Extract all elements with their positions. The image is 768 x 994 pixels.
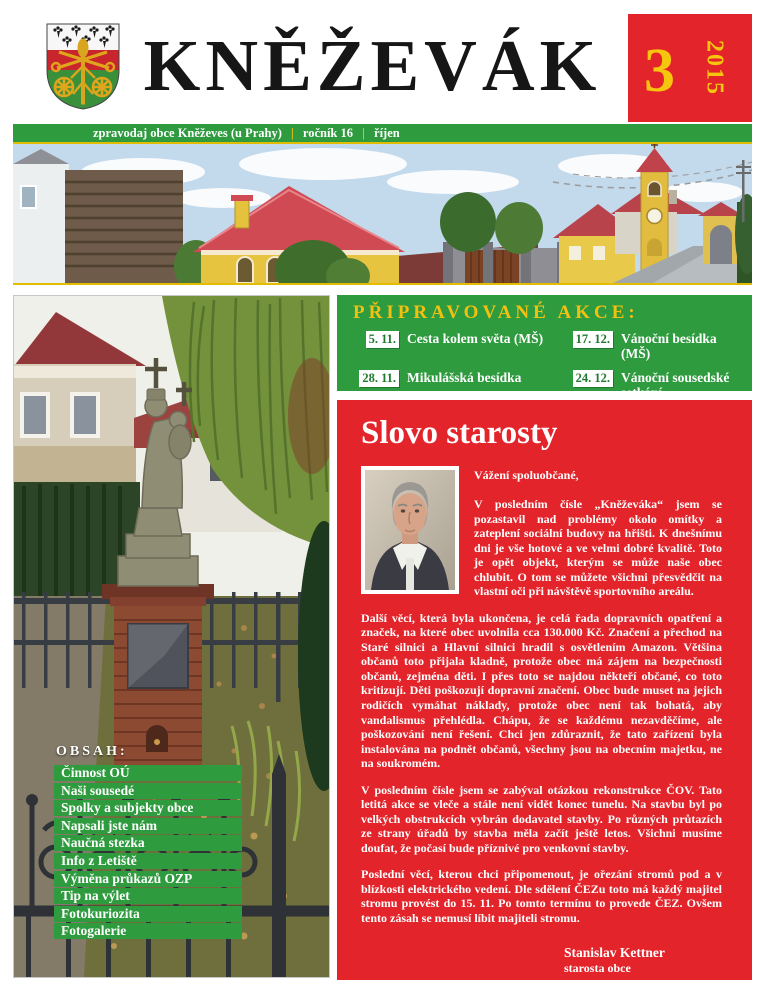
article-paragraph: V posledním čísle jsem se zabýval otázkou rekonstrukce ČOV. Tato letitá akce se vleče a stále není vidět konec tunelu. Na stavbu byl po velkých obstrukcích vybrán dodavatel stavby. Po různých průtazích ze strany úřadů by stavba měla začít ještě letos. Všichni musíme doufat, že počasí bude příznivé pro venkovní stavby. — [361, 782, 722, 855]
toc-item: Spolky a subjekty obce — [54, 800, 242, 816]
newsletter-title: KNĚŽEVÁK — [143, 25, 602, 106]
toc-item: Tip na výlet — [54, 888, 242, 904]
event-label: Cesta kolem světa (MŠ) — [407, 331, 544, 346]
event-item — [353, 370, 563, 401]
events-box — [337, 295, 752, 400]
event-date-wrap — [567, 331, 613, 348]
gold-divider-line — [13, 283, 752, 285]
coat-of-arms-icon — [43, 22, 123, 112]
events-grid — [353, 331, 740, 400]
event-label: Vánoční sousedské setkání — [621, 369, 730, 400]
event-date-wrap — [353, 331, 399, 348]
mayor-article-box — [337, 400, 752, 980]
article-paragraph: Poslední věcí, kterou chci připomenout, je ořezání stromů pod a v blízkosti elektrického vedení. Dle sdělení ČEZu toto má každý majitel stromu provést do 15. 11. Po tomto termínu to provede ČEZ. Ovšem tento zásah se nemusí líbit majiteli stromu. — [361, 867, 722, 925]
event-date-badge: 17. 12. — [573, 331, 613, 348]
toc-item: Činnost OÚ — [54, 765, 242, 781]
subtitle-bar — [13, 124, 752, 142]
toc-item: Fotokuriozita — [54, 906, 242, 922]
article-title: Slovo starosty — [361, 415, 558, 451]
toc-item: Fotogalerie — [54, 923, 242, 939]
article-lead-text — [474, 466, 722, 599]
masthead — [13, 14, 752, 122]
toc-item: Napsali jste nám — [54, 818, 242, 834]
toc-item: Výměna průkazů OZP — [54, 871, 242, 887]
table-of-contents — [54, 765, 242, 941]
toc-item: Naučná stezka — [54, 835, 242, 851]
subtitle-part-2: ročník 16 — [302, 126, 353, 140]
event-date-badge: 24. 12. — [573, 370, 613, 387]
event-label: Vánoční besídka (MŠ) — [621, 331, 717, 361]
subtitle-separator: | — [362, 126, 365, 140]
events-heading: PŘIPRAVOVANÉ AKCE: — [353, 302, 639, 323]
article-lead — [361, 466, 722, 599]
signature-role: starosta obce — [564, 961, 631, 976]
event-date-badge: 28. 11. — [359, 370, 399, 387]
toc-item: Naši sousedé — [54, 783, 242, 799]
event-date-wrap — [567, 370, 613, 387]
article-paragraph: V posledním čísle „Kněževáka“ jsem se pozastavil nad problémy okolo omítky a zateplení sociální budovy na hřišti. K dnešnímu dni je vše hotové a ve velmi dobré kvalitě. Toto je opět objekt, kterým se může naše obec chlubit. O tom se můžete všichni přesvědčit na vlastní oči při návštěvě sportovního areálu. — [474, 497, 722, 599]
issue-year: 2015 — [701, 40, 728, 96]
subtitle-part-1: zpravodaj obce Kněževes (u Prahy) — [93, 126, 282, 140]
event-item — [353, 331, 563, 362]
article-signature — [564, 945, 696, 976]
subtitle-separator: | — [290, 126, 294, 140]
article-paragraph: Další věcí, která byla ukončena, je celá řada dopravních opatření a značek, na které obec uvolnila cca 130.000 Kč. Značení a přechod na Staré silnici a Hlavní silnici hradil s osvětlením Amazon. Většina občanů toto přijala kladně, protože obec má zájem na bezpečnosti občanů, zejména děti. I přes toto se najdou někteří občané, co toto kritizují. Děti poškozují dopravní značení. Obec bude muset na jejich rodičích vymáhat náklady, protože obec není tak bohatá, aby vandalismus přehlédla. Chápu, že se každému nezavděčíme, ale poškozování není řešení. Chci jen zdůraznit, že tato zařízení byla instalována na podnět občanů, všechny jsou na obecním majetku, ne na soukromém. — [361, 610, 722, 771]
event-date-wrap — [353, 370, 399, 387]
statue-photo — [13, 295, 330, 978]
toc-heading: OBSAH: — [56, 744, 128, 759]
event-item — [567, 331, 740, 362]
event-label: Mikulášská besídka — [407, 369, 522, 385]
issue-number: 3 — [644, 37, 675, 106]
village-panorama-photo — [13, 144, 752, 283]
event-date-badge: 5. 11. — [366, 331, 399, 348]
issue-box — [628, 14, 752, 122]
toc-item: Info z Letiště — [54, 853, 242, 869]
event-item — [567, 370, 740, 401]
mayor-portrait-photo — [361, 466, 459, 594]
article-salutation: Vážení spoluobčané, — [474, 468, 579, 483]
signature-name: Stanislav Kettner — [564, 945, 665, 961]
subtitle-part-3: říjen — [374, 126, 400, 140]
